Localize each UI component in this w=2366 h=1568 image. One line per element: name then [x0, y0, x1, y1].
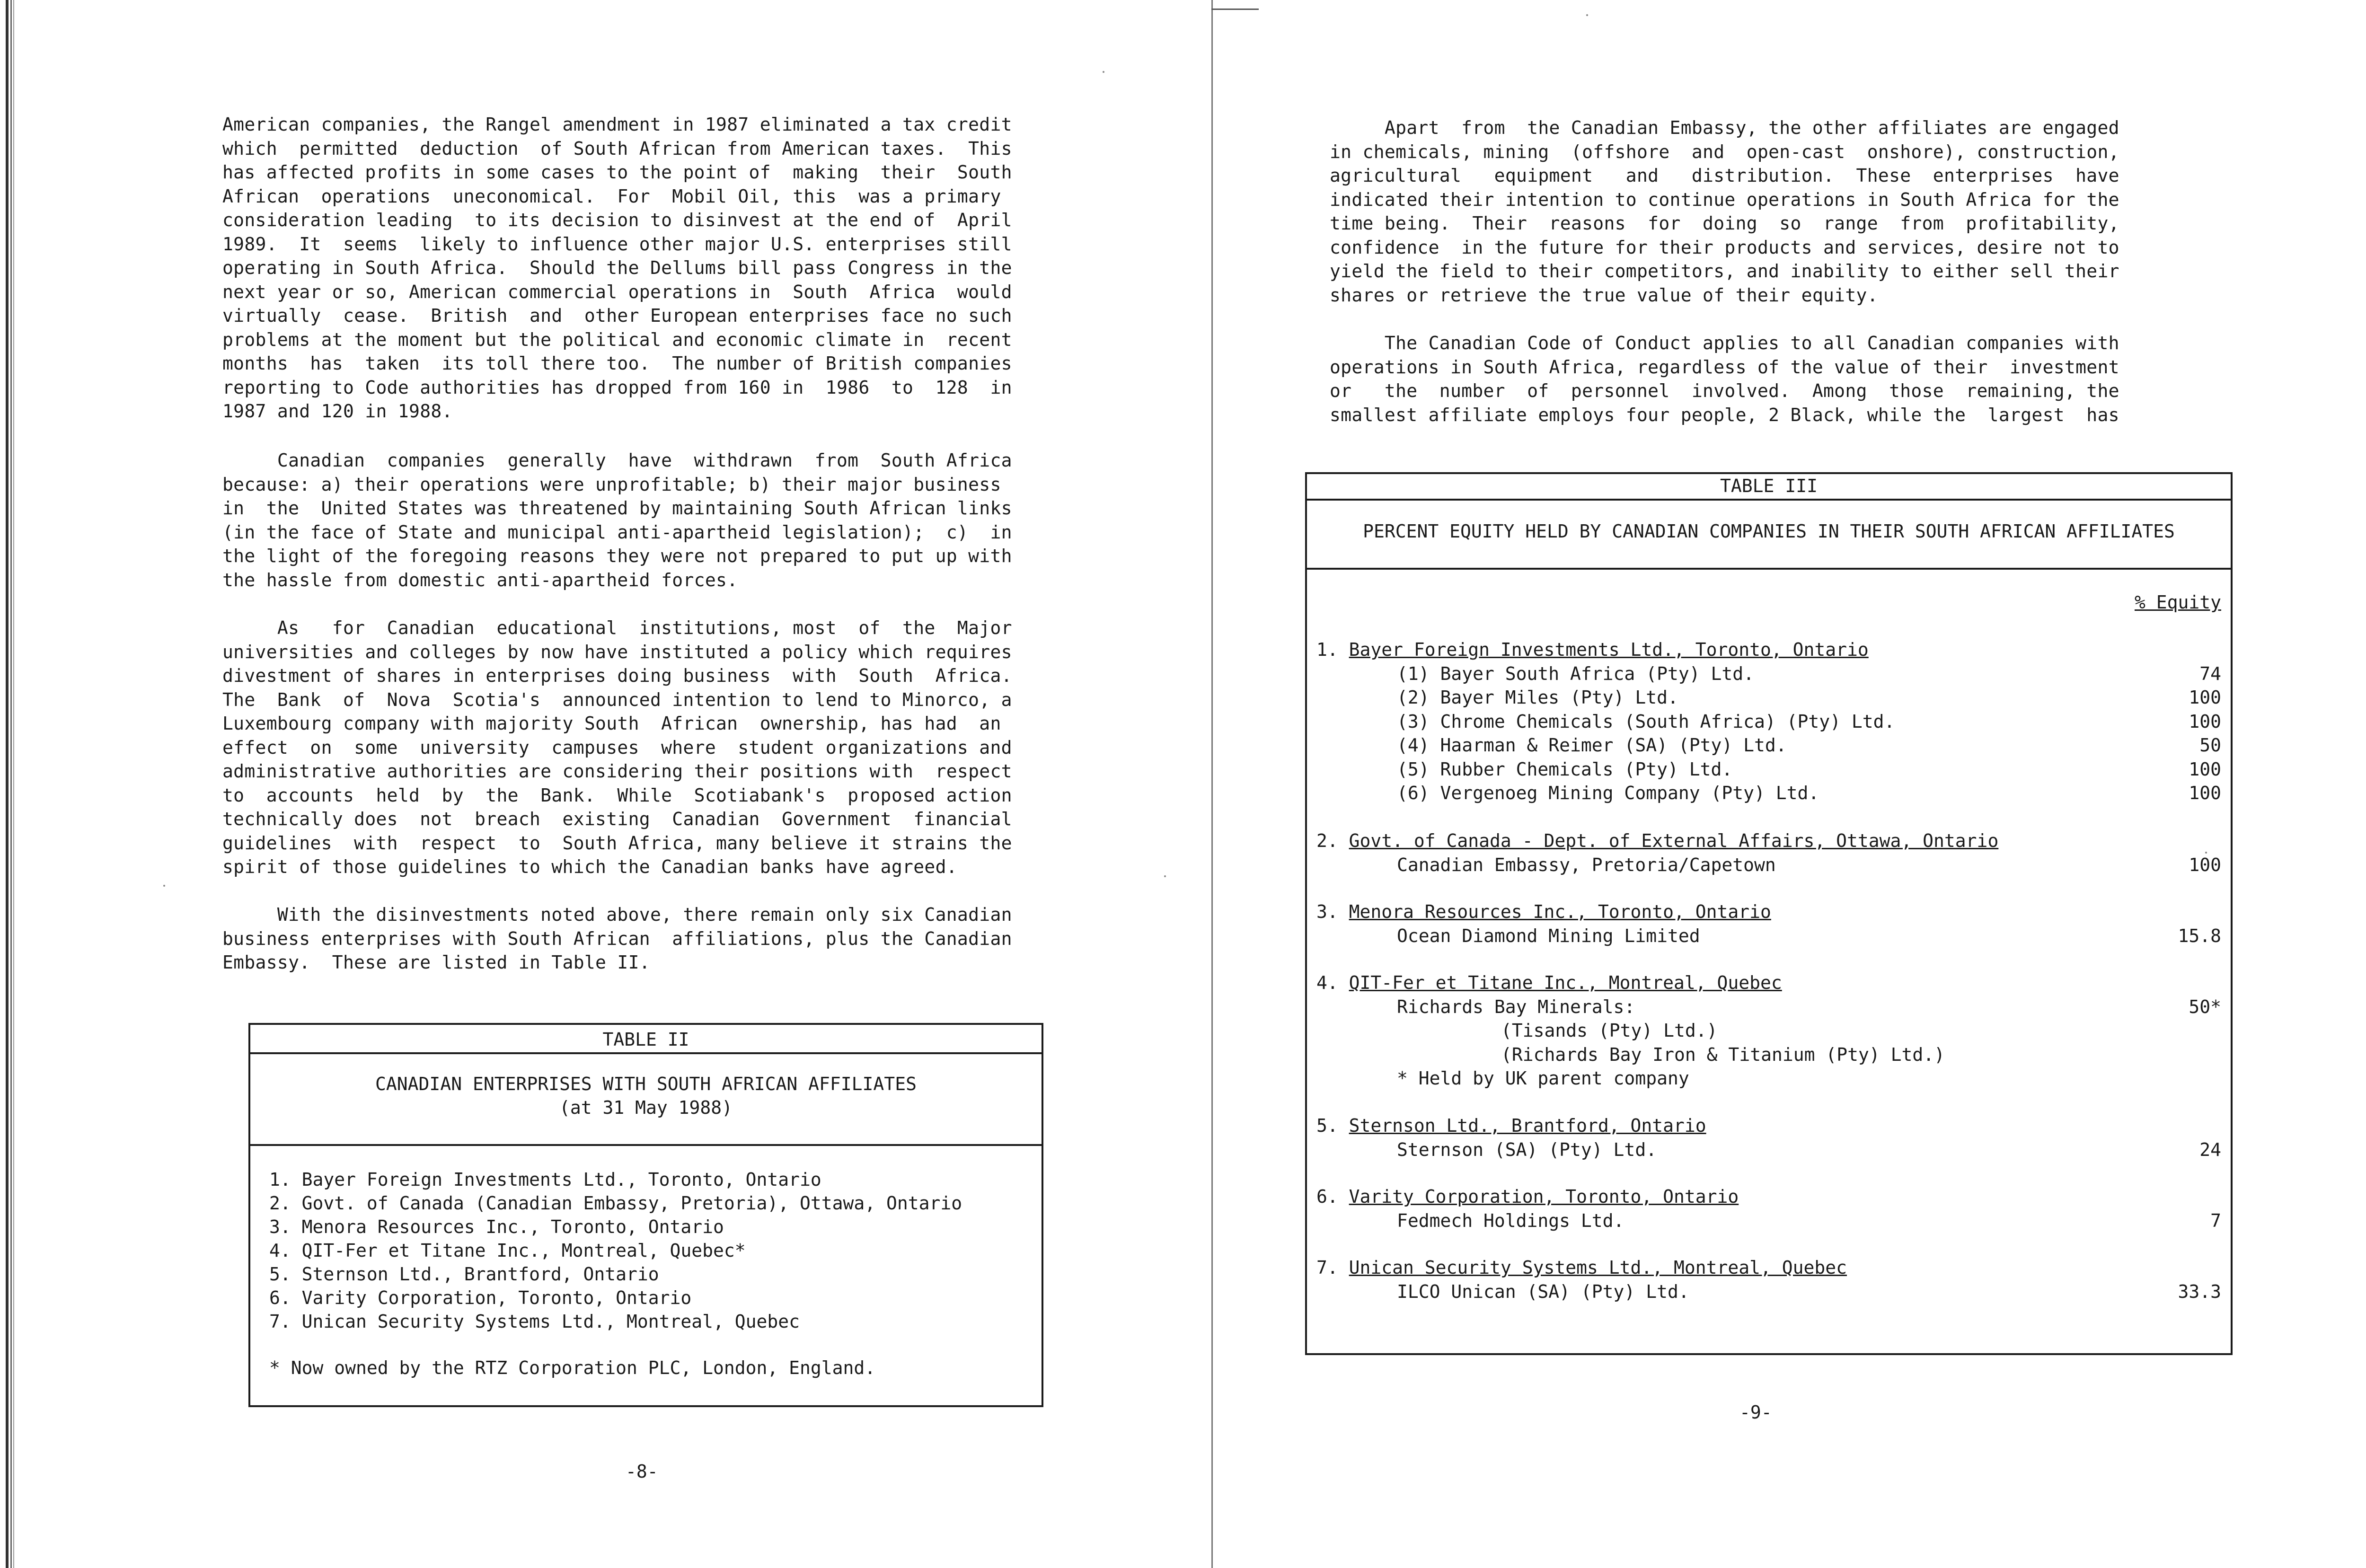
affiliate-name: (4) Haarman & Reimer (SA) (Pty) Ltd. [1397, 735, 1787, 756]
table-iii-rule-top [1307, 499, 2231, 501]
entry-number: 7. [1316, 1257, 1349, 1278]
affiliate-name: (5) Rubber Chemicals (Pty) Ltd. [1397, 758, 1733, 780]
paragraph-canadian-companies: Canadian companies generally have withdrawn from South Africa because: a) their operations were unprofitable; b) their major business in the United States was threatened by maintaining South African links (in the face of State and municipal anti-apartheid legislation); c) in the light of the foregoing reasons they were not prepared to put up with the hassle from domestic anti-apartheid forces. [222, 450, 1012, 590]
table-ii [248, 1023, 1043, 1407]
entry-company: Govt. of Canada - Dept. of External Affairs, Ottawa, Ontario [1349, 830, 1999, 851]
entry-company: Varity Corporation, Toronto, Ontario [1349, 1186, 1739, 1207]
table-iii-entry-3 [1316, 900, 2221, 948]
table-ii-rule-mid [250, 1144, 1042, 1146]
scan-speck [1586, 14, 1588, 16]
equity-value: 100 [2189, 711, 2221, 732]
scan-speck [163, 885, 165, 887]
scan-speck [1164, 875, 1166, 877]
equity-value: 33.3 [2178, 1281, 2221, 1302]
affiliate-name: Richards Bay Minerals: [1397, 996, 1635, 1017]
affiliate-name: Ocean Diamond Mining Limited [1397, 925, 1700, 946]
entry-company: QIT-Fer et Titane Inc., Montreal, Quebec [1349, 972, 1782, 993]
affiliate-name: (6) Vergenoeg Mining Company (Pty) Ltd. [1397, 783, 1819, 803]
right-page [1316, 0, 2221, 1568]
affiliate-name: ILCO Unican (SA) (Pty) Ltd. [1397, 1281, 1689, 1302]
table-ii-label: TABLE II [602, 1029, 689, 1050]
table-iii-entry-4 [1316, 971, 2221, 1091]
paragraph-disinvestments: With the disinvestments noted above, there remain only six Canadian business enterprises with South African affiliations, plus the Canadian Embassy. These are listed in Table II. [222, 904, 1012, 973]
scan-speck [2205, 852, 2207, 854]
table-iii [1305, 472, 2233, 1355]
table-ii-rule-top [250, 1052, 1042, 1054]
affiliate-name: Sternson (SA) (Pty) Ltd. [1397, 1139, 1657, 1160]
entry-company: Menora Resources Inc., Toronto, Ontario [1349, 901, 1771, 922]
paragraph-apart-from-embassy: Apart from the Canadian Embassy, the other affiliates are engaged in chemicals, mining (offshore and open-cast onshore), construction, agricultural equipment and distribution. These enterprises have indicated their intention to continue operations in South Africa for the time being. Their reasons for doing so range from profitability, confidence in the future for their products and services, desire not to yield the field to their competitors, and inability to either sell their shares or retrieve the true value of their equity. [1330, 117, 2119, 306]
list-item: 7. Unican Security Systems Ltd., Montreal, Quebec [269, 1311, 800, 1332]
equity-value: 15.8 [2178, 925, 2221, 946]
table-ii-title: CANADIAN ENTERPRISES WITH SOUTH AFRICAN AFFILIATES [375, 1074, 917, 1094]
table-ii-list [269, 1168, 962, 1333]
list-item: 5. Sternson Ltd., Brantford, Ontario [269, 1264, 659, 1285]
table-row [1316, 995, 2221, 1019]
table-row [1316, 781, 2221, 805]
paragraph-american-companies: American companies, the Rangel amendment in 1987 eliminated a tax credit which permitted deduction of South African from American taxes. This has affected profits in some cases to the point of making their South African operations uneconomical. For Mobil Oil, this was a primary consideration leading to its decision to disinvest at the end of April 1989. It seems likely to influence other major U.S. enterprises still operating in South Africa. Should the Dellums bill pass Congress in the next year or so, American commercial operations in South Africa would virtually cease. British and other European enterprises face no such problems at the moment but the political and economic climate in recent months has taken its toll there too. The number of British companies reporting to Code authorities has dropped from 160 in 1986 to 128 in 1987 and 120 in 1988. [222, 114, 1012, 422]
equity-value: 100 [2189, 854, 2221, 875]
entry-company: Unican Security Systems Ltd., Montreal, Quebec [1349, 1257, 1847, 1278]
table-iii-entry-5 [1316, 1114, 2221, 1162]
table-iii-entry-2 [1316, 829, 2221, 877]
equity-value: 74 [2199, 663, 2221, 684]
affiliate-name: (1) Bayer South Africa (Pty) Ltd. [1397, 663, 1754, 684]
equity-value: 100 [2189, 687, 2221, 708]
list-item: 4. QIT-Fer et Titane Inc., Montreal, Quebec* [269, 1240, 746, 1261]
page-number-left: -8- [626, 1461, 658, 1482]
entry-note: * Held by UK parent company [1397, 1068, 1689, 1089]
affiliate-name: (3) Chrome Chemicals (South Africa) (Pty) Ltd. [1397, 711, 1895, 732]
table-iii-entry-7 [1316, 1256, 2221, 1304]
equity-value: 50* [2189, 996, 2221, 1017]
affiliate-subrow: (Tisands (Pty) Ltd.) [1501, 1020, 1718, 1041]
binding-edge [6, 0, 16, 1568]
page-fold-line [1211, 0, 1213, 1568]
table-row [1316, 1209, 2221, 1233]
list-item: 1. Bayer Foreign Investments Ltd., Toronto, Ontario [269, 1169, 821, 1190]
equity-value: 24 [2199, 1139, 2221, 1160]
affiliate-subrow: (Richards Bay Iron & Titanium (Pty) Ltd.) [1501, 1044, 1945, 1065]
table-row [1316, 924, 2221, 948]
table-row [1316, 853, 2221, 877]
table-ii-subtitle: (at 31 May 1988) [559, 1097, 733, 1118]
entry-company: Sternson Ltd., Brantford, Ontario [1349, 1115, 1706, 1136]
page-number-right: -9- [1739, 1402, 1772, 1423]
entry-number: 2. [1316, 830, 1349, 851]
entry-number: 6. [1316, 1186, 1349, 1207]
table-iii-entry-1 [1316, 638, 2221, 805]
entry-number: 4. [1316, 972, 1349, 993]
equity-column-header: % Equity [2134, 592, 2221, 613]
table-row [1316, 758, 2221, 782]
equity-value: 7 [2210, 1210, 2221, 1231]
affiliate-name: Canadian Embassy, Pretoria/Capetown [1397, 854, 1776, 875]
table-row [1316, 686, 2221, 710]
table-ii-footnote: * Now owned by the RTZ Corporation PLC, London, England. [269, 1357, 876, 1378]
table-iii-rule-mid [1307, 568, 2231, 570]
table-row [1316, 710, 2221, 734]
entry-number: 5. [1316, 1115, 1349, 1136]
entry-number: 1. [1316, 639, 1349, 660]
table-iii-entry-6 [1316, 1185, 2221, 1233]
list-item: 2. Govt. of Canada (Canadian Embassy, Pretoria), Ottawa, Ontario [269, 1193, 962, 1214]
affiliate-name: (2) Bayer Miles (Pty) Ltd. [1397, 687, 1678, 708]
equity-value: 100 [2189, 783, 2221, 803]
paragraph-code-of-conduct: The Canadian Code of Conduct applies to all Canadian companies with operations in South Africa, regardless of the value of their investment or the number of personnel involved. Among those remaining, the smallest affiliate employs four people, 2 Black, while the largest has [1330, 333, 2119, 425]
table-iii-title: PERCENT EQUITY HELD BY CANADIAN COMPANIES IN THEIR SOUTH AFRICAN AFFILIATES [1363, 521, 2175, 542]
affiliate-name: Fedmech Holdings Ltd. [1397, 1210, 1624, 1231]
table-iii-label: TABLE III [1720, 476, 1818, 496]
left-page [222, 0, 1065, 1568]
equity-value: 50 [2199, 735, 2221, 756]
list-item: 3. Menora Resources Inc., Toronto, Ontario [269, 1216, 724, 1237]
entry-number: 3. [1316, 901, 1349, 922]
table-row [1316, 1138, 2221, 1162]
table-row [1316, 1280, 2221, 1304]
scan-speck [1103, 71, 1104, 73]
table-row [1316, 662, 2221, 686]
page-fold-tick [1211, 9, 1259, 10]
table-row [1316, 733, 2221, 758]
equity-value: 100 [2189, 758, 2221, 780]
list-item: 6. Varity Corporation, Toronto, Ontario [269, 1287, 692, 1308]
paragraph-educational-institutions: As for Canadian educational institutions, most of the Major universities and colleges by now have instituted a policy which requires divestment of shares in enterprises doing business with South Africa. The Bank of Nova Scotia's announced intention to lend to Minorco, a Luxembourg company with majority South African ownership, has had an effect on some university campuses where student organizations and administrative authorities are considering their positions with respect to accounts held by the Bank. While Scotiabank's proposed action technically does not breach existing Canadian Government financial guidelines with respect to South Africa, many believe it strains the spirit of those guidelines to which the Canadian banks have agreed. [222, 617, 1012, 877]
entry-company: Bayer Foreign Investments Ltd., Toronto, Ontario [1349, 639, 1869, 660]
